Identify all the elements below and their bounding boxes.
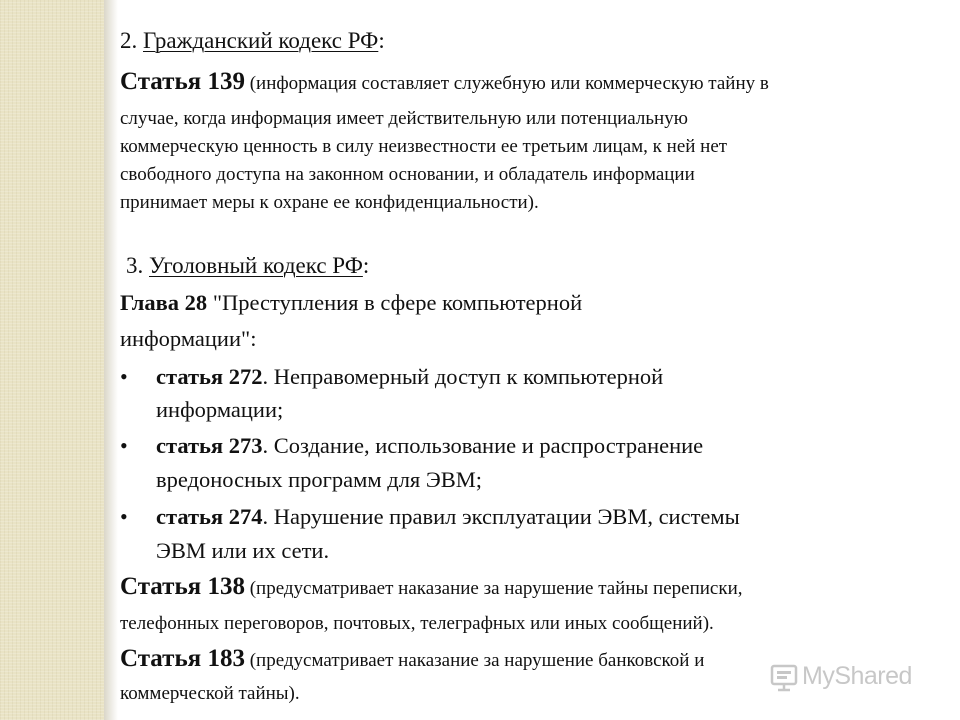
section-3-number: 3. (126, 253, 149, 278)
article-138-text-1: (предусматривает наказание за нарушение тайны переписки, (244, 578, 743, 599)
article-138-label: Статья 138 (120, 573, 245, 600)
bullet-3-line-1 (156, 504, 740, 530)
chapter-28-label: Глава 28 (120, 290, 208, 315)
article-139-line-5: принимает меры к охране ее конфиденциальности). (120, 192, 539, 213)
section-2-colon: : (378, 28, 385, 53)
section-3-title: Уголовный кодекс РФ (149, 253, 363, 278)
decorative-sidebar-shadow (104, 0, 118, 720)
slide-share-logo-icon (770, 662, 798, 692)
bullet-1-label: статья 272 (156, 364, 263, 389)
article-183-text-1: (предусматривает наказание за нарушение банковской и (244, 650, 705, 671)
article-138-line-2: телефонных переговоров, почтовых, телеграфных или иных сообщений). (120, 613, 714, 634)
bullet-icon: • (120, 504, 128, 529)
bullet-3-label: статья 274 (156, 504, 263, 529)
watermark-text: MyShared (802, 662, 912, 690)
bullet-3-line-2: ЭВМ или их сети. (156, 538, 330, 563)
chapter-28-line-2: информации": (120, 326, 257, 351)
section-2-heading (120, 28, 385, 54)
bullet-2-text-1: . Создание, использование и распространение (262, 433, 704, 458)
article-183-label: Статья 183 (120, 645, 245, 672)
bullet-1-line-2: информации; (156, 397, 284, 422)
article-183-line-1 (120, 645, 704, 673)
section-3-colon: : (362, 253, 370, 278)
article-138-line-1 (120, 573, 743, 601)
bullet-icon: • (120, 364, 128, 389)
article-139-text-1: (информация составляет служебную или коммерческую тайну в (244, 73, 769, 94)
bullet-1-line-1 (156, 364, 663, 390)
section-2-title: Гражданский кодекс РФ (143, 28, 379, 53)
bullet-3-text-1: . Нарушение правил эксплуатации ЭВМ, системы (262, 504, 740, 529)
article-139-line-3: коммерческую ценность в силу неизвестности ее третьим лицам, к ней нет (120, 136, 728, 157)
bullet-2-label: статья 273 (156, 433, 263, 458)
chapter-28-text-1: "Преступления в сфере компьютерной (207, 290, 583, 315)
section-3-heading (126, 253, 369, 279)
article-183-line-2: коммерческой тайны). (120, 683, 300, 704)
bullet-icon: • (120, 433, 128, 458)
article-139-line-2: случае, когда информация имеет действительную или потенциальную (120, 108, 688, 129)
bullet-1-text-1: . Неправомерный доступ к компьютерной (262, 364, 664, 389)
myshared-watermark (770, 660, 930, 694)
article-139-label: Статья 139 (120, 68, 245, 95)
article-139-line-4: свободного доступа на законном основании, и обладатель информации (120, 164, 695, 185)
bullet-2-line-1 (156, 433, 703, 459)
section-2-number: 2. (120, 28, 143, 53)
chapter-28-line-1 (120, 290, 582, 316)
decorative-sidebar-stripe (0, 0, 104, 720)
article-139-line-1 (120, 68, 769, 96)
bullet-2-line-2: вредоносных программ для ЭВМ; (156, 467, 483, 492)
